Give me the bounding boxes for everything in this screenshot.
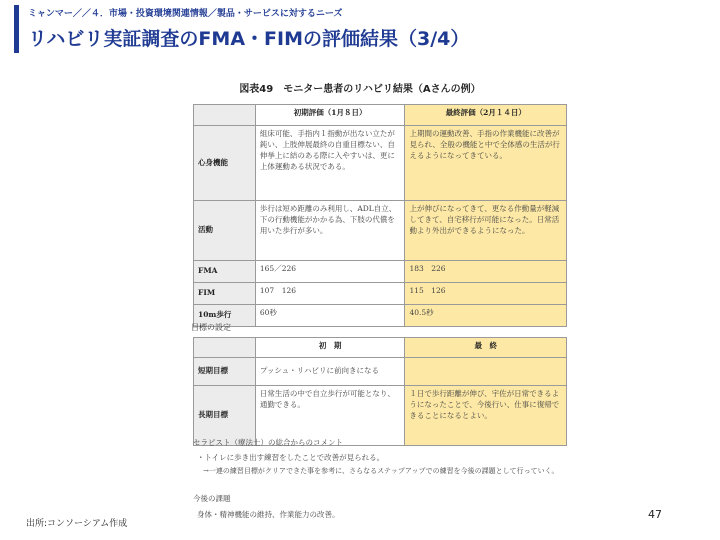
title-accent-bar	[14, 5, 19, 53]
header-cell-empty	[194, 338, 256, 358]
comment-heading: セラピスト（療法士）の総合からのコメント	[193, 438, 343, 447]
header-cell-initial: 初 期	[255, 338, 405, 358]
evaluation-table	[193, 104, 567, 327]
row-label: 活動	[194, 201, 256, 261]
header-cell-initial: 初期評価（1月８日）	[255, 105, 405, 126]
initial-cell: 組床可能、手指内１指動が出ない立たが鈍い、上肢伸展最終の自重目標ない、自伸挙上に結のある際に入やすいは、更に上体運動ある状況である。	[255, 126, 405, 201]
table-header-row	[194, 338, 567, 358]
table-row	[194, 261, 567, 283]
future-heading: 今後の課題	[193, 494, 231, 503]
final-cell: １日で歩行距離が伸び、宇佐が日常できるようになったことで、今後行い、仕事に復帰できることになるとよい。	[405, 386, 567, 446]
table-row	[194, 283, 567, 305]
row-label: FMA	[194, 261, 256, 283]
future-line: 身体・精神機能の維持、作業能力の改善。	[197, 510, 340, 519]
source-note: 出所:コンソーシアム作成	[26, 519, 128, 529]
table-header-row	[194, 105, 567, 126]
final-cell: 40.5秒	[405, 305, 567, 327]
header-cell-final: 最終評価（2月１４日）	[405, 105, 567, 126]
table-row	[194, 358, 567, 386]
final-cell	[405, 358, 567, 386]
goals-section-label: 目標の設定	[191, 323, 231, 332]
table-row	[194, 126, 567, 201]
final-cell: 上が伸びになってきて、更なる作動量が軽減してきて、自宅移行が可能になった。日常活動より外出ができるようになった。	[405, 201, 567, 261]
row-label: 心身機能	[194, 126, 256, 201]
initial-cell: 日常生活の中で自立歩行が可能となり、通勤できる。	[255, 386, 405, 446]
initial-cell: 歩行は短め距離のみ利用し、ADL自立、下の行動機能がかかる為、下肢の代償を用いた歩行が多い。	[255, 201, 405, 261]
row-label: 短期目標	[194, 358, 256, 386]
initial-cell: 60秒	[255, 305, 405, 327]
page-title: リハビリ実証調査のFMA・FIMの評価結果（3/4）	[28, 28, 470, 50]
header-cell-empty	[194, 105, 256, 126]
final-cell: 上期間の運動改善、手指の作業機能に改善が見られ、全般の機能と中で全体感の生活が行えるようになってきている。	[405, 126, 567, 201]
comment-line: ・トイレに歩き出す練習をしたことで改善が見られる。	[197, 453, 385, 462]
comment-line: →一連の練習目標がクリアできた事を参考に、さらなるステップアップでの練習を今後の課題として行っていく。	[203, 467, 559, 475]
table-row	[194, 201, 567, 261]
figure-caption: 図表49 モニター患者のリハビリ結果（Aさんの例）	[239, 84, 481, 95]
table-row	[194, 305, 567, 327]
final-cell: 115 126	[405, 283, 567, 305]
initial-cell: 165／226	[255, 261, 405, 283]
row-label: 長期目標	[194, 386, 256, 446]
breadcrumb: ミャンマー／／４．市場・投資環境関連情報／製品・サービスに対するニーズ	[28, 9, 343, 19]
final-cell: 183 226	[405, 261, 567, 283]
initial-cell: プッシュ・リハビリに前向きになる	[255, 358, 405, 386]
row-label: FIM	[194, 283, 256, 305]
page-number: 47	[648, 508, 662, 521]
goals-table	[193, 337, 567, 446]
initial-cell: 107 126	[255, 283, 405, 305]
row-label: 10m歩行	[194, 305, 256, 327]
header-cell-final: 最 終	[405, 338, 567, 358]
